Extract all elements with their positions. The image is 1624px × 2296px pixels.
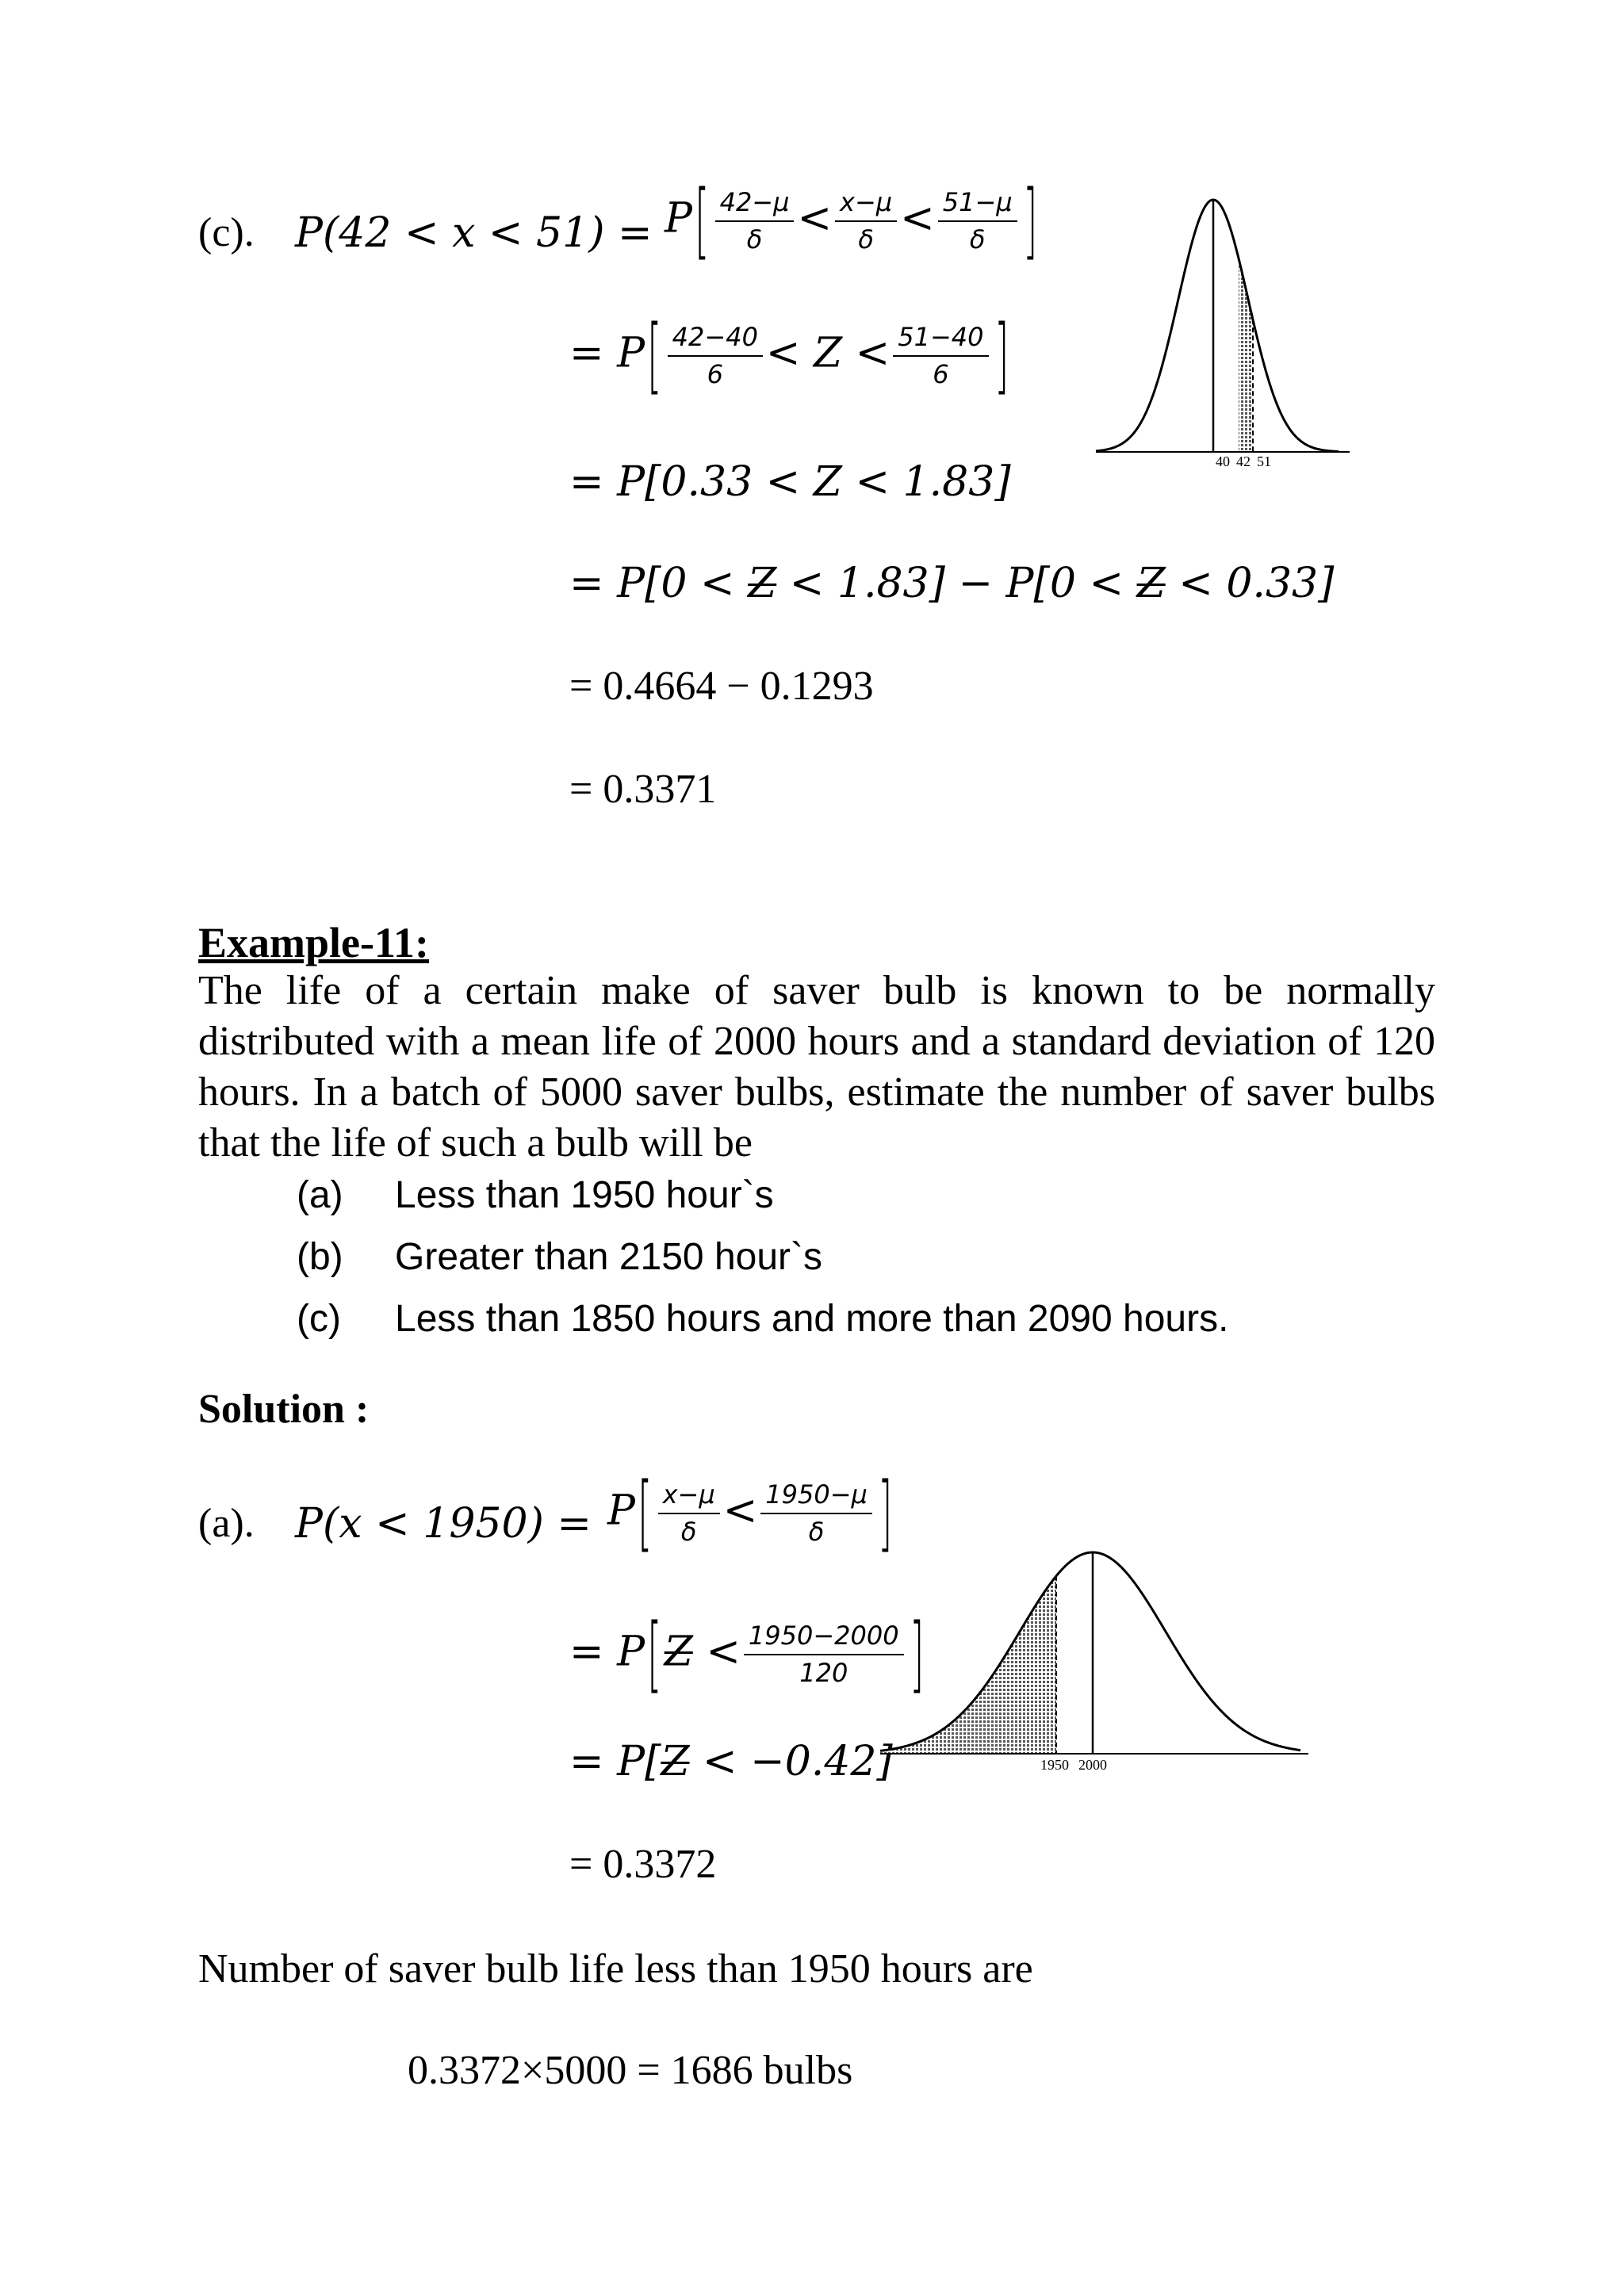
- shaded-area-below-1950: [880, 1576, 1056, 1754]
- part-c-line2: = P[ $\frac{42-40}{6}$ < Z < $\frac{51-40}{6}$ ]: [569, 307, 1009, 404]
- part-c-line3: = P[0.33 < Z < 1.83]: [569, 458, 1011, 506]
- list-item-b: [297, 1235, 822, 1279]
- tick-label-40: 40: [1216, 453, 1230, 469]
- example-heading: Example-11:: [198, 919, 429, 966]
- tick-label-2000: 2000: [1078, 1757, 1107, 1773]
- part-c-line5: = 0.4664 − 0.1293: [569, 664, 874, 709]
- part-c-label: (c).: [198, 210, 255, 255]
- part-c-lhs: P(42 < x < 51) =: [295, 209, 653, 257]
- part-a-label: (a).: [198, 1501, 255, 1546]
- list-item-label: (b): [297, 1236, 343, 1278]
- list-item-text: Less than 1850 hours and more than 2090 hours.: [395, 1298, 1229, 1340]
- bell-curve: [880, 1552, 1300, 1751]
- part-a-line1: P[ $\frac{x-\mu}{\delta}$ < $\frac{1950-\mu}{\delta}$ ]: [607, 1464, 893, 1561]
- list-item-text: Greater than 2150 hour`s: [395, 1236, 822, 1278]
- list-item-a: [297, 1173, 774, 1217]
- list-item-label: (a): [297, 1174, 343, 1216]
- example-problem-text: The life of a certain make of saver bulb is known to be normally distributed with a mean life of 2000 hours and a standard deviation of 120 hours. In a batch of 5000 saver bulbs, estimate the number of saver bulbs that the life of such a bulb will be: [198, 968, 1435, 1165]
- part-c-line6: = 0.3371: [569, 767, 717, 812]
- part-a-line2: = P[Z < $\frac{1950-2000}{120}$ ]: [569, 1605, 925, 1702]
- list-item-label: (c): [297, 1298, 341, 1340]
- tick-label-1950: 1950: [1040, 1757, 1069, 1773]
- part-c-line4: = P[0 < Z < 1.83] − P[0 < Z < 0.33]: [569, 560, 1335, 607]
- tick-label-51: 51: [1257, 453, 1271, 469]
- solution-heading: Solution :: [198, 1387, 370, 1432]
- normal-curve-figure-1: [1086, 190, 1356, 476]
- part-c-line1: P[ $\frac{42-\mu}{\delta}$ < $\frac{x-\mu}{\delta}$ < $\frac{51-\mu}{\delta}$ ]: [665, 172, 1038, 269]
- part-a-line3: = P[Z < −0.42]: [569, 1738, 893, 1785]
- conclusion-text: Number of saver bulb life less than 1950 hours are: [198, 1946, 1033, 1992]
- list-item-text: Less than 1950 hour`s: [395, 1174, 774, 1216]
- tick-label-42: 42: [1236, 453, 1251, 469]
- normal-curve-figure-2: [872, 1538, 1316, 1792]
- part-a-line4: = 0.3372: [569, 1842, 717, 1887]
- bell-curve: [1096, 200, 1339, 452]
- result-text: 0.3372×5000 = 1686 bulbs: [408, 2048, 853, 2093]
- list-item-c: [297, 1297, 1229, 1341]
- part-a-lhs: P(x < 1950) =: [295, 1500, 592, 1548]
